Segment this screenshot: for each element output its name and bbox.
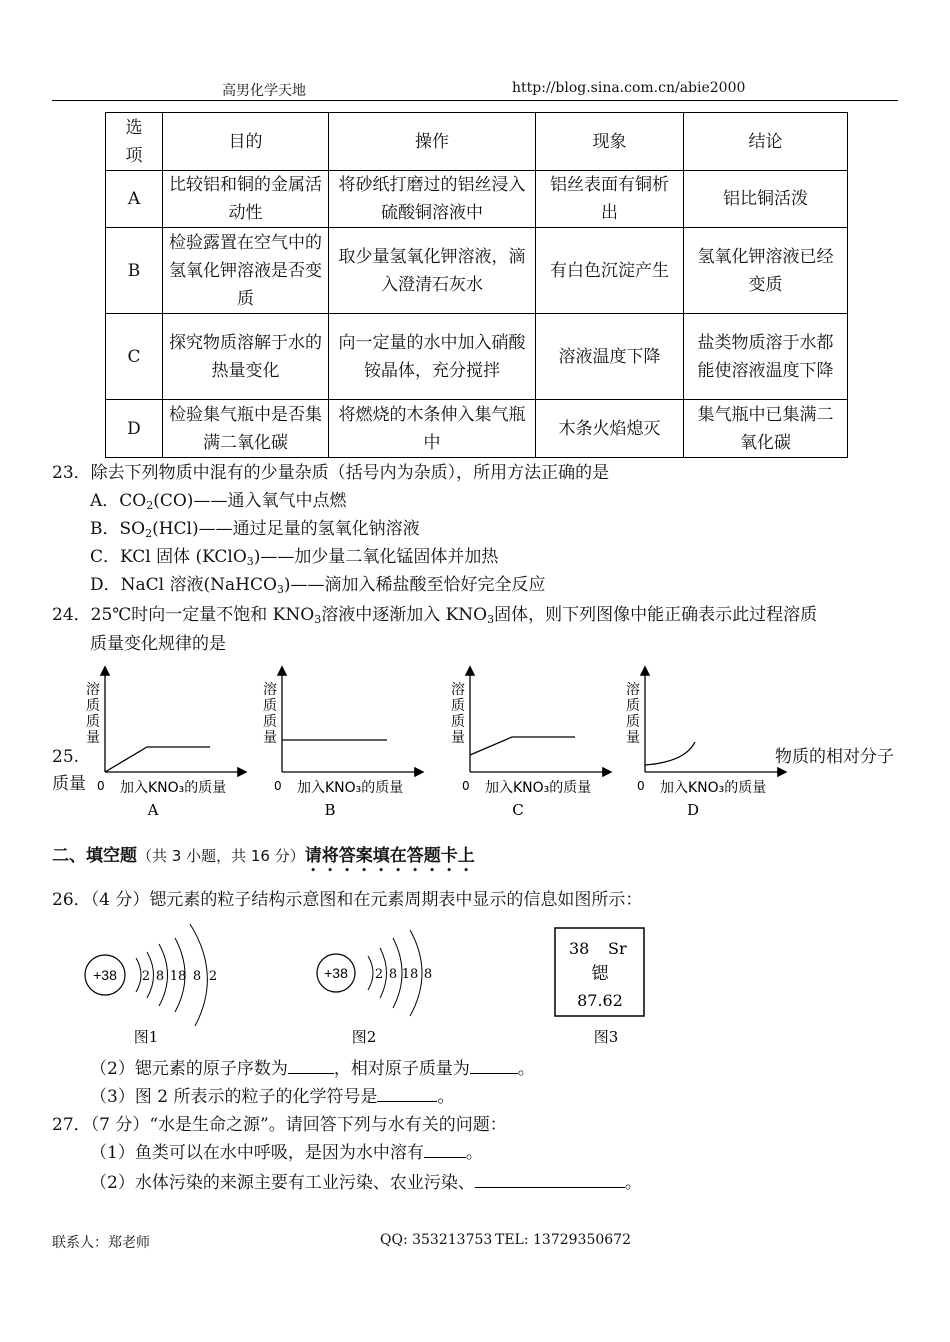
solute-mass-curve: [470, 737, 575, 755]
y-axis-label-char: 量: [626, 730, 640, 746]
element-symbol: Sr: [608, 939, 627, 958]
q26-part3: （3）图 2 所表示的粒子的化学符号是 。: [90, 1087, 455, 1107]
footer-tel: TEL: 13729350672: [495, 1232, 632, 1248]
x-axis-label: 加入KNO₃的质量: [660, 780, 767, 796]
q24-stem-line2: 质量变化规律的是: [90, 634, 226, 654]
q27-part1: （1）鱼类可以在水中呼吸，是因为水中溶有 。: [90, 1143, 483, 1163]
fig1-shell-electrons: 8: [155, 969, 165, 984]
cell-purpose: 探究物质溶解于水的热量变化: [163, 314, 329, 400]
q26-stem: 26．（4 分）锶元素的粒子结构示意图和在元素周期表中显示的信息如图所示：: [52, 890, 643, 910]
fig2-shell-electrons: 18: [401, 967, 419, 982]
cell-operation: 将燃烧的木条伸入集气瓶中: [329, 400, 536, 458]
q24-graph-d: [626, 668, 785, 819]
header-cell-option: 选项: [106, 113, 163, 171]
y-axis-label-char: 质: [263, 698, 277, 714]
header-cell-phenomenon: 现象: [536, 113, 684, 171]
cell-purpose: 检验集气瓶中是否集满二氧化碳: [163, 400, 329, 458]
q26-figures: [0, 918, 950, 1053]
table-row: [106, 228, 848, 314]
origin-label: 0: [274, 779, 282, 793]
cell-phenomenon: 铝丝表面有铜析出: [536, 171, 684, 228]
header-cell-conclusion: 结论: [684, 113, 848, 171]
x-axis-label: 加入KNO₃的质量: [485, 780, 592, 796]
q24-graphs: [0, 660, 950, 825]
q26-part2: （2）锶元素的原子序数为 ，相对原子质量为 。: [90, 1059, 535, 1079]
fig2-shell-electrons: 2: [374, 967, 384, 982]
q24-graph-b: [263, 668, 422, 819]
graph-letter: B: [324, 801, 336, 819]
y-axis-label-char: 量: [86, 730, 100, 746]
cell-conclusion: 集气瓶中已集满二氧化碳: [684, 400, 848, 458]
fig1-nucleus-charge: +38: [93, 967, 117, 983]
fig1-caption: 图1: [133, 1028, 159, 1046]
origin-label: 0: [462, 779, 470, 793]
header-rule: [52, 100, 898, 101]
q23-option-a: A．$CO_2(CO)——$通入氧气中点燃: [90, 491, 347, 512]
fig1-shell-electrons: 8: [192, 969, 202, 984]
y-axis-label-char: 量: [263, 730, 277, 746]
origin-label: 0: [637, 779, 645, 793]
y-axis-label-char: 质: [451, 698, 465, 714]
cell-phenomenon: 有白色沉淀产生: [536, 228, 684, 314]
answer-blank[interactable]: [475, 1187, 625, 1188]
y-axis-label-char: 溶: [86, 682, 100, 698]
y-axis-label-char: 质: [626, 698, 640, 714]
fig1-shell-electrons: 18: [169, 969, 187, 984]
q25-number: 25.: [52, 747, 80, 767]
q27-part2: （2）水体污染的来源主要有工业污染、农业污染、 。: [90, 1173, 642, 1193]
fig3-caption: 图3: [593, 1028, 619, 1046]
answer-blank[interactable]: [377, 1101, 437, 1102]
section2-heading: 二、填空题（共 3 小题，共 16 分）请将答案填在答题卡上: [52, 846, 475, 866]
fig1-shell-electrons: 2: [208, 969, 218, 984]
cell-conclusion: 氢氧化钾溶液已经变质: [684, 228, 848, 314]
cell-option: B: [106, 228, 163, 314]
origin-label: 0: [97, 779, 105, 793]
q27-stem: 27．（7 分）“水是生命之源”。请回答下列与水有关的问题：: [52, 1115, 507, 1135]
header-url: http://blog.sina.com.cn/abie2000: [512, 80, 746, 96]
cell-option: D: [106, 400, 163, 458]
atom-structure-fig1: [85, 924, 217, 1046]
y-axis-label-char: 质: [263, 714, 277, 730]
solute-mass-curve: [105, 747, 210, 772]
cell-purpose: 比较铝和铜的金属活动性: [163, 171, 329, 228]
x-axis-label: 加入KNO₃的质量: [297, 780, 404, 796]
cell-option: C: [106, 314, 163, 400]
graph-letter: A: [147, 801, 159, 819]
fig2-shell-electrons: 8: [423, 967, 433, 982]
y-axis-label-char: 质: [451, 714, 465, 730]
atom-structure-fig2: [317, 930, 432, 1046]
x-axis-label: 加入KNO₃的质量: [120, 780, 227, 796]
q24-graph-a: [86, 668, 245, 819]
y-axis-label-char: 溶: [626, 682, 640, 698]
cell-operation: 取少量氢氧化钾溶液，滴入澄清石灰水: [329, 228, 536, 314]
y-axis-label-char: 质: [86, 698, 100, 714]
element-atomic-mass: 87.62: [577, 991, 623, 1010]
footer-contact: 联系人：郑老师: [52, 1235, 150, 1251]
header-site-name: 高男化学天地: [222, 83, 306, 99]
y-axis-label-char: 溶: [263, 682, 277, 698]
table-row: [106, 171, 848, 228]
cell-purpose: 检验露置在空气中的氢氧化钾溶液是否变质: [163, 228, 329, 314]
q23-option-d: D．NaCl 溶液(NaHCO$_3$)——滴加入稀盐酸至恰好完全反应: [90, 575, 546, 596]
table-header-row: [106, 113, 848, 171]
y-axis-label-char: 质: [626, 714, 640, 730]
q24-stem: 24．25℃时向一定量不饱和 $KNO_3$溶液中逐渐加入 $KNO_3$固体，则下列图像中能正确表示此过程溶质: [52, 605, 818, 626]
y-axis-label-char: 质: [86, 714, 100, 730]
q23-option-c: C．KCl 固体 (KClO$_3$)——加少量二氧化锰固体并加热: [90, 547, 499, 568]
q23-option-b: B．$SO_2(HCl)——$通过足量的氢氧化钠溶液: [90, 519, 420, 540]
q24-graph-c: [451, 668, 610, 819]
answer-blank[interactable]: [470, 1073, 518, 1074]
cell-phenomenon: 溶液温度下降: [536, 314, 684, 400]
fig2-nucleus-charge: +38: [324, 965, 348, 981]
q25-line2-left: 质量: [52, 774, 86, 794]
element-name: 锶: [591, 964, 609, 984]
graph-letter: D: [686, 801, 700, 819]
cell-conclusion: 盐类物质溶于水都能使溶液温度下降: [684, 314, 848, 400]
cell-conclusion: 铝比铜活泼: [684, 171, 848, 228]
table-row: [106, 400, 848, 458]
answer-blank[interactable]: [288, 1073, 334, 1074]
table-row: [106, 314, 848, 400]
experiment-table: [105, 112, 848, 458]
graph-letter: C: [512, 801, 524, 819]
q23-stem: 23．除去下列物质中混有的少量杂质（括号内为杂质），所用方法正确的是: [52, 463, 610, 483]
cell-operation: 将砂纸打磨过的铝丝浸入硫酸铜溶液中: [329, 171, 536, 228]
solute-mass-curve: [645, 742, 695, 765]
y-axis-label-char: 量: [451, 730, 465, 746]
q25-line1-right: 物质的相对分子: [775, 747, 894, 767]
header-cell-operation: 操作: [329, 113, 536, 171]
header-cell-purpose: 目的: [163, 113, 329, 171]
element-atomic-number: 38: [569, 939, 590, 958]
y-axis-label-char: 溶: [451, 682, 465, 698]
cell-operation: 向一定量的水中加入硝酸铵晶体，充分搅拌: [329, 314, 536, 400]
fig2-shell-electrons: 8: [388, 967, 398, 982]
cell-option: A: [106, 171, 163, 228]
fig1-shell-electrons: 2: [141, 969, 151, 984]
cell-phenomenon: 木条火焰熄灭: [536, 400, 684, 458]
periodic-table-cell: [555, 928, 644, 1046]
footer-qq: QQ: 353213753: [380, 1232, 493, 1248]
fig2-caption: 图2: [351, 1028, 377, 1046]
answer-blank[interactable]: [424, 1157, 466, 1158]
